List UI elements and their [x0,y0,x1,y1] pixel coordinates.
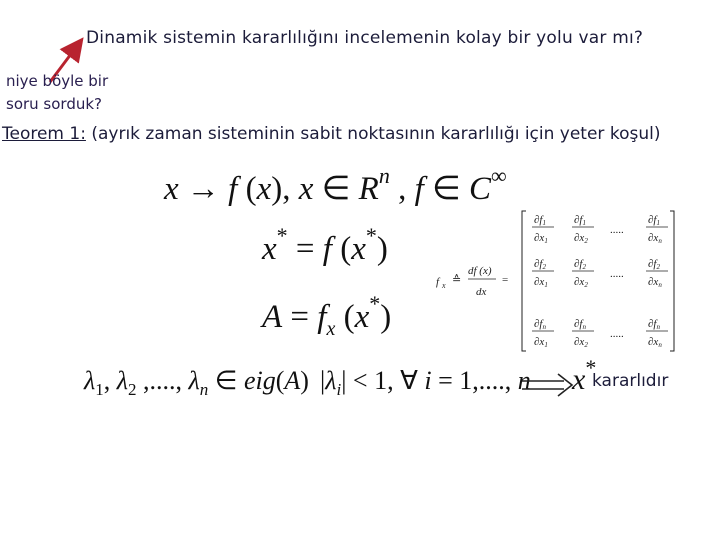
side-note-line-1: niye böyle bir [6,72,109,90]
svg-text:x: x [442,281,446,290]
svg-text:∂f2: ∂f2 [648,258,660,271]
slide-question: Dinamik sistemin kararlılığını incelemenin kolay bir yolu var mı? [86,28,644,48]
svg-text:∂x1: ∂x1 [534,276,548,289]
svg-text:∂x1: ∂x1 [534,232,548,245]
svg-text:≙: ≙ [452,274,462,286]
equation-fixed-point: x* = f (x*) [262,223,388,267]
svg-text:∂f2: ∂f2 [534,258,546,271]
equation-eigenvalues: $\lambda_1$, $\lambda_2$ ,...., $\lambda_n$ ∈ eig(A) [84,366,309,399]
side-note-line-2: soru sorduk? [6,95,103,113]
equation-jacobian-at-fixed-point: $A = f_x$ (x*) [262,291,392,340]
svg-text:∂fn: ∂fn [574,318,586,331]
equation-stability-condition: $|\lambda_i| < 1$, ∀ i = 1,...., n [320,366,531,399]
svg-text:∂x2: ∂x2 [574,336,588,349]
svg-text:f: f [436,276,440,288]
svg-text:∂f1: ∂f1 [648,214,660,227]
svg-text:.....: ..... [610,328,624,340]
equation-map-definition: x → f (x), x ∈ $R^n$ , f ∈ C∞ [164,163,507,207]
equation-fixed-point-symbol: x* [572,355,597,396]
svg-text:∂xn: ∂xn [648,336,662,349]
conclusion-word: kararlıdır [592,371,669,391]
svg-text:∂f2: ∂f2 [574,258,586,271]
svg-text:∂x2: ∂x2 [574,276,588,289]
svg-text:df (x): df (x) [468,265,492,277]
svg-text:∂xn: ∂xn [648,276,662,289]
svg-text:∂fn: ∂fn [648,318,660,331]
theorem-statement [2,124,660,144]
jacobian-matrix [430,205,680,355]
svg-text:=: = [502,274,509,286]
svg-text:∂fn: ∂fn [534,318,546,331]
theorem-text: (ayrık zaman sisteminin sabit noktasının kararlılığı için yeter koşul) [91,124,661,144]
svg-text:∂f1: ∂f1 [574,214,586,227]
svg-text:.....: ..... [610,224,624,236]
svg-text:∂f1: ∂f1 [534,214,546,227]
theorem-label: Teorem 1: [2,124,86,144]
svg-text:dx: dx [476,286,487,298]
svg-text:∂xn: ∂xn [648,232,662,245]
svg-text:.....: ..... [610,268,624,280]
side-note [6,70,108,116]
svg-text:∂x1: ∂x1 [534,336,548,349]
svg-text:∂x2: ∂x2 [574,232,588,245]
implies-arrow-icon [520,370,576,400]
